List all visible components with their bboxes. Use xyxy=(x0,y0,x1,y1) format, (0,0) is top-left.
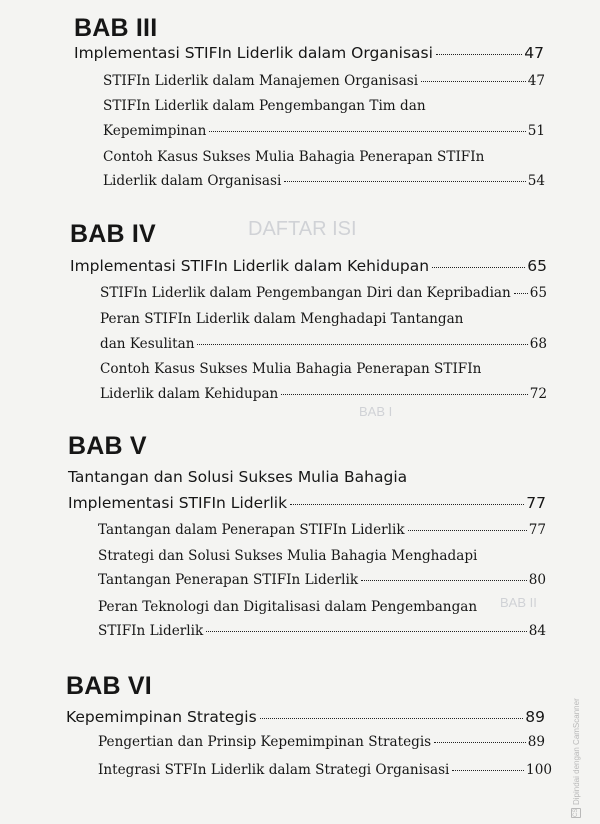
scanner-watermark xyxy=(571,698,581,818)
bab-3-heading: BAB III xyxy=(74,14,158,42)
leader-dots xyxy=(421,81,526,82)
leader-dots xyxy=(432,267,525,268)
page-number: 65 xyxy=(527,257,547,275)
bab-4-section-3-line-1: Contoh Kasus Sukses Mulia Bahagia Penerapan STIFIn xyxy=(100,361,482,377)
bab-6-heading: BAB VI xyxy=(66,672,152,700)
page-number: 100 xyxy=(526,762,552,778)
bab-3-section-1[interactable] xyxy=(103,73,545,89)
section-title: Kepemimpinan xyxy=(103,123,207,139)
bab-5-heading: BAB V xyxy=(68,432,147,460)
camscanner-icon: CS xyxy=(573,808,579,817)
bab-3-section-3-line-1: Contoh Kasus Sukses Mulia Bahagia Penerapan STIFIn xyxy=(103,149,485,165)
section-title: STIFIn Liderlik dalam Pengembangan Diri dan Kepribadian xyxy=(100,285,511,301)
ghost-bab-1: BAB I xyxy=(359,404,393,419)
bab-6-section-1[interactable] xyxy=(98,734,545,750)
bab-5-section-2[interactable] xyxy=(98,572,546,588)
bab-5-section-2-line-1: Strategi dan Solusi Sukses Mulia Bahagia Menghadapi xyxy=(98,548,478,564)
leader-dots xyxy=(290,504,524,505)
leader-dots xyxy=(436,54,522,55)
watermark-text: Dipindai dengan CamScanner xyxy=(571,698,581,805)
bab-6-chapter[interactable] xyxy=(66,708,545,726)
section-title: Tantangan Penerapan STIFIn Liderlik xyxy=(98,572,359,588)
page-number: 65 xyxy=(529,285,547,301)
bab-4-section-2[interactable] xyxy=(100,336,547,352)
page-number: 47 xyxy=(524,44,544,62)
section-title: STIFIn Liderlik xyxy=(98,623,204,639)
section-title: Pengertian dan Prinsip Kepemimpinan Strategis xyxy=(98,734,432,750)
bab-4-section-1[interactable] xyxy=(100,285,547,301)
leader-dots xyxy=(452,770,524,771)
section-title: dan Kesulitan xyxy=(100,336,195,352)
chapter-title: Implementasi STIFIn Liderlik xyxy=(68,494,288,512)
leader-dots xyxy=(281,394,527,395)
leader-dots xyxy=(197,344,527,345)
leader-dots xyxy=(206,631,527,632)
bab-4-section-3[interactable] xyxy=(100,386,547,402)
page-number: 77 xyxy=(528,522,546,538)
bab-5-section-3-line-1: Peran Teknologi dan Digitalisasi dalam Pengembangan xyxy=(98,599,478,615)
bab-3-section-2[interactable] xyxy=(103,123,545,139)
chapter-title: Implementasi STIFIn Liderlik dalam Kehidupan xyxy=(70,257,430,275)
bab-5-chapter[interactable] xyxy=(68,494,546,512)
chapter-title: Kepemimpinan Strategis xyxy=(66,708,257,726)
leader-dots xyxy=(209,131,525,132)
bab-4-section-2-line-1: Peran STIFIn Liderlik dalam Menghadapi Tantangan xyxy=(100,311,464,327)
section-title: Tantangan dalam Penerapan STIFIn Liderlik xyxy=(98,522,405,538)
ghost-bab-2: BAB II xyxy=(500,595,537,610)
bab-4-heading: BAB IV xyxy=(70,220,156,248)
page-number: 54 xyxy=(527,173,545,189)
section-title: STIFIn Liderlik dalam Manajemen Organisasi xyxy=(103,73,419,89)
bab-5-section-1[interactable] xyxy=(98,522,546,538)
section-title: Liderlik dalam Kehidupan xyxy=(100,386,279,402)
bab-6-section-2[interactable] xyxy=(98,762,552,778)
bab-3-section-3[interactable] xyxy=(103,173,545,189)
bab-4-chapter[interactable] xyxy=(70,257,547,275)
bab-5-chapter-line-1: Tantangan dan Solusi Sukses Mulia Bahagia xyxy=(68,468,408,486)
leader-dots xyxy=(514,293,528,294)
ghost-daftar-isi: DAFTAR ISI xyxy=(248,218,357,240)
page-number: 84 xyxy=(528,623,546,639)
leader-dots xyxy=(284,181,525,182)
bab-5-section-3[interactable] xyxy=(98,623,546,639)
page-number: 68 xyxy=(529,336,547,352)
section-title: Liderlik dalam Organisasi xyxy=(103,173,282,189)
bab-3-chapter[interactable] xyxy=(74,44,544,62)
leader-dots xyxy=(434,742,526,743)
page-number: 80 xyxy=(528,572,546,588)
page-number: 89 xyxy=(525,708,545,726)
page-number: 89 xyxy=(527,734,545,750)
page-number: 72 xyxy=(529,386,547,402)
section-title: Integrasi STFIn Liderlik dalam Strategi Organisasi xyxy=(98,762,450,778)
bab-3-section-2-line-1: STIFIn Liderlik dalam Pengembangan Tim dan xyxy=(103,98,426,114)
leader-dots xyxy=(260,718,524,719)
page-number: 47 xyxy=(527,73,545,89)
page-number: 51 xyxy=(527,123,545,139)
leader-dots xyxy=(361,580,527,581)
chapter-title: Implementasi STIFIn Liderlik dalam Organisasi xyxy=(74,44,433,62)
page-number: 77 xyxy=(526,494,546,512)
leader-dots xyxy=(408,530,527,531)
